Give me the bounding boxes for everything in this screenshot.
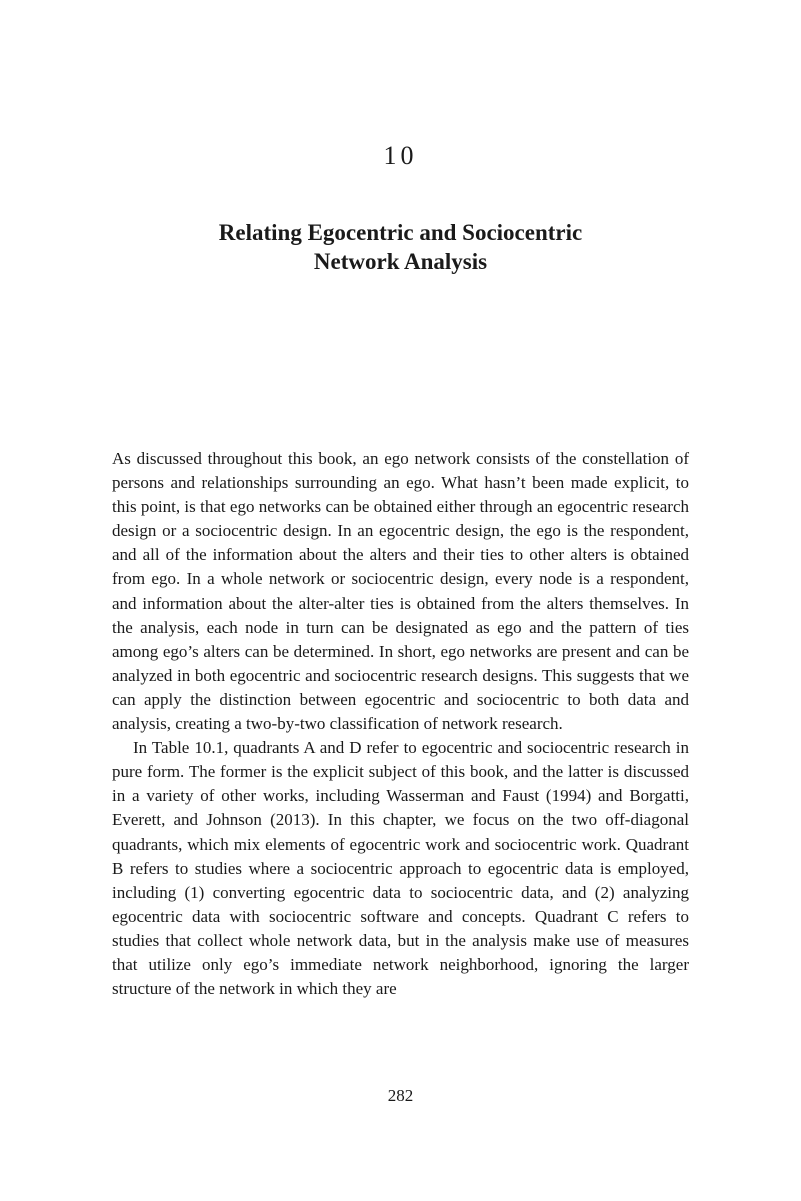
- chapter-title-line-1: Relating Egocentric and Sociocentric: [218, 220, 583, 245]
- paragraph-2: In Table 10.1, quadrants A and D refer to egocentric and sociocentric research in pure form. The former is the explicit subject of this book, and the latter is discussed in a variety of other works, including Wasserman and Faust (1994) and Borgatti, Everett, and Johnson (2013). In this chapter, we focus on the two off-diagonal quadrants, which mix elements of egocentric work and sociocentric work. Quadrant B refers to studies where a sociocentric approach to egocentric data is employed, including (1) converting egocentric data to sociocentric data, and (2) analyzing egocentric data with sociocentric software and concepts. Quadrant C refers to studies that collect whole network data, but in the analysis make use of measures that utilize only ego’s immediate network neighborhood, ignoring the larger structure of the network in which they are: [112, 738, 689, 999]
- paragraph-1: As discussed throughout this book, an ego network consists of the constellation of persons and relationships surrounding an ego. What hasn’t been made explicit, to this point, is that ego networks can be obtained either through an egocentric research design or a sociocentric design. In an egocentric design, the ego is the respondent, and all of the information about the alters and their ties to other alters is obtained from ego. In a whole network or sociocentric design, every node is a respondent, and information about the alter-alter ties is obtained from the alters themselves. In the analysis, each node in turn can be designated as ego and the pattern of ties among ego’s alters can be determined. In short, ego networks are present and can be analyzed in both egocentric and sociocentric research designs. This suggests that we can apply the distinction between egocentric and sociocentric to both data and analysis, creating a two-by-two classification of network research.: [112, 449, 689, 734]
- chapter-number: 10: [383, 141, 418, 170]
- body-text: [112, 447, 689, 1001]
- page-number: 282: [387, 1086, 414, 1105]
- chapter-title: [0, 218, 801, 276]
- chapter-title-line-2: Network Analysis: [313, 249, 488, 274]
